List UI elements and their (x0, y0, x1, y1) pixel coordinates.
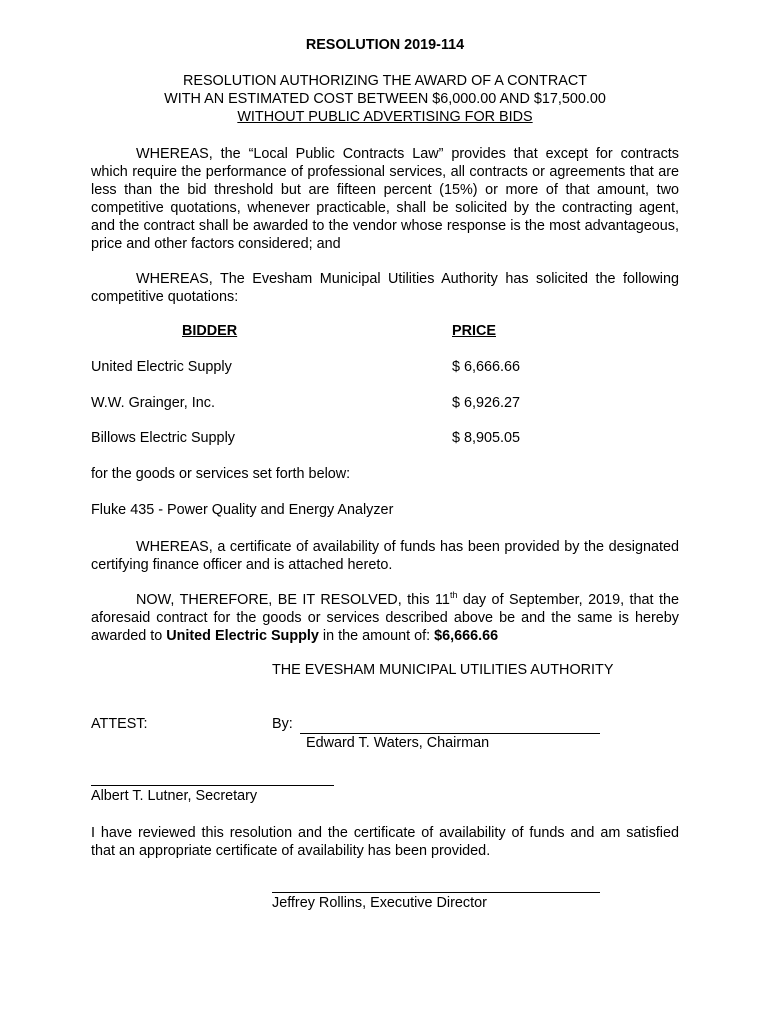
subtitle-line-3-text: WITHOUT PUBLIC ADVERTISING FOR BIDS (237, 109, 533, 125)
ordinal-suffix: th (449, 590, 458, 601)
bidder-name: Billows Electric Supply (91, 430, 235, 446)
whereas-paragraph-3: WHEREAS, a certificate of availability of funds has been provided by the designated certifying finance officer and is attached hereto. (91, 539, 679, 573)
subtitle-line-1: RESOLUTION AUTHORIZING THE AWARD OF A CONTRACT (182, 73, 588, 89)
executive-director-name: Jeffrey Rollins, Executive Director (272, 895, 487, 911)
bidder-name: W.W. Grainger, Inc. (91, 395, 215, 411)
resolution-number: RESOLUTION 2019-114 (305, 37, 465, 53)
resolved-text-1: NOW, THEREFORE, BE IT RESOLVED, this 11 (136, 592, 450, 608)
bid-price: $ 8,905.05 (452, 430, 521, 446)
resolved-text-3: in the amount of: (318, 628, 435, 644)
goods-intro: for the goods or services set forth below: (91, 466, 351, 482)
executive-director-signature-line (272, 892, 600, 893)
secretary-name: Albert T. Lutner, Secretary (91, 788, 258, 804)
review-statement: I have reviewed this resolution and the certificate of availability of funds and am satisfied that an appropriate certificate of availability has been provided. (91, 825, 679, 859)
subtitle-line-2: WITH AN ESTIMATED COST BETWEEN $6,000.00 AND $17,500.00 (164, 91, 606, 107)
awarded-vendor: United Electric Supply (166, 628, 319, 644)
whereas-paragraph-2: WHEREAS, The Evesham Municipal Utilities Authority has solicited the following competitive quotations: (91, 271, 679, 305)
by-label: By: (272, 716, 293, 732)
award-amount: $6,666.66 (434, 628, 499, 644)
whereas-paragraph-1: WHEREAS, the “Local Public Contracts Law” provides that except for contracts which require the performance of professional services, all contracts or agreements that are less than the bid threshold but are fifteen percent (15%) or more of that amount, two competitive quotations, whenever practicable, shall be solicited by the contracting agent, and the contract shall be awarded to the vendor whose response is the most advantageous, price and other factors considered; and (91, 146, 679, 252)
price-header: PRICE (452, 323, 496, 339)
subtitle-line-3 (0, 109, 770, 125)
resolved-text-2: day of September, 2019, that the aforesaid contract for the goods or services described above be and the same is hereby awarded to (91, 592, 679, 644)
authority-name: THE EVESHAM MUNICIPAL UTILITIES AUTHORITY (272, 662, 614, 678)
bid-price: $ 6,926.27 (452, 395, 521, 411)
bidder-name: United Electric Supply (91, 359, 232, 375)
attest-label: ATTEST: (91, 716, 148, 732)
chairman-name: Edward T. Waters, Chairman (306, 735, 490, 751)
bid-price: $ 6,666.66 (452, 359, 521, 375)
bidder-header: BIDDER (182, 323, 238, 339)
goods-item: Fluke 435 - Power Quality and Energy Analyzer (91, 502, 394, 518)
secretary-signature-line (91, 785, 334, 786)
chairman-signature-line (300, 733, 600, 734)
resolved-paragraph (91, 591, 679, 645)
